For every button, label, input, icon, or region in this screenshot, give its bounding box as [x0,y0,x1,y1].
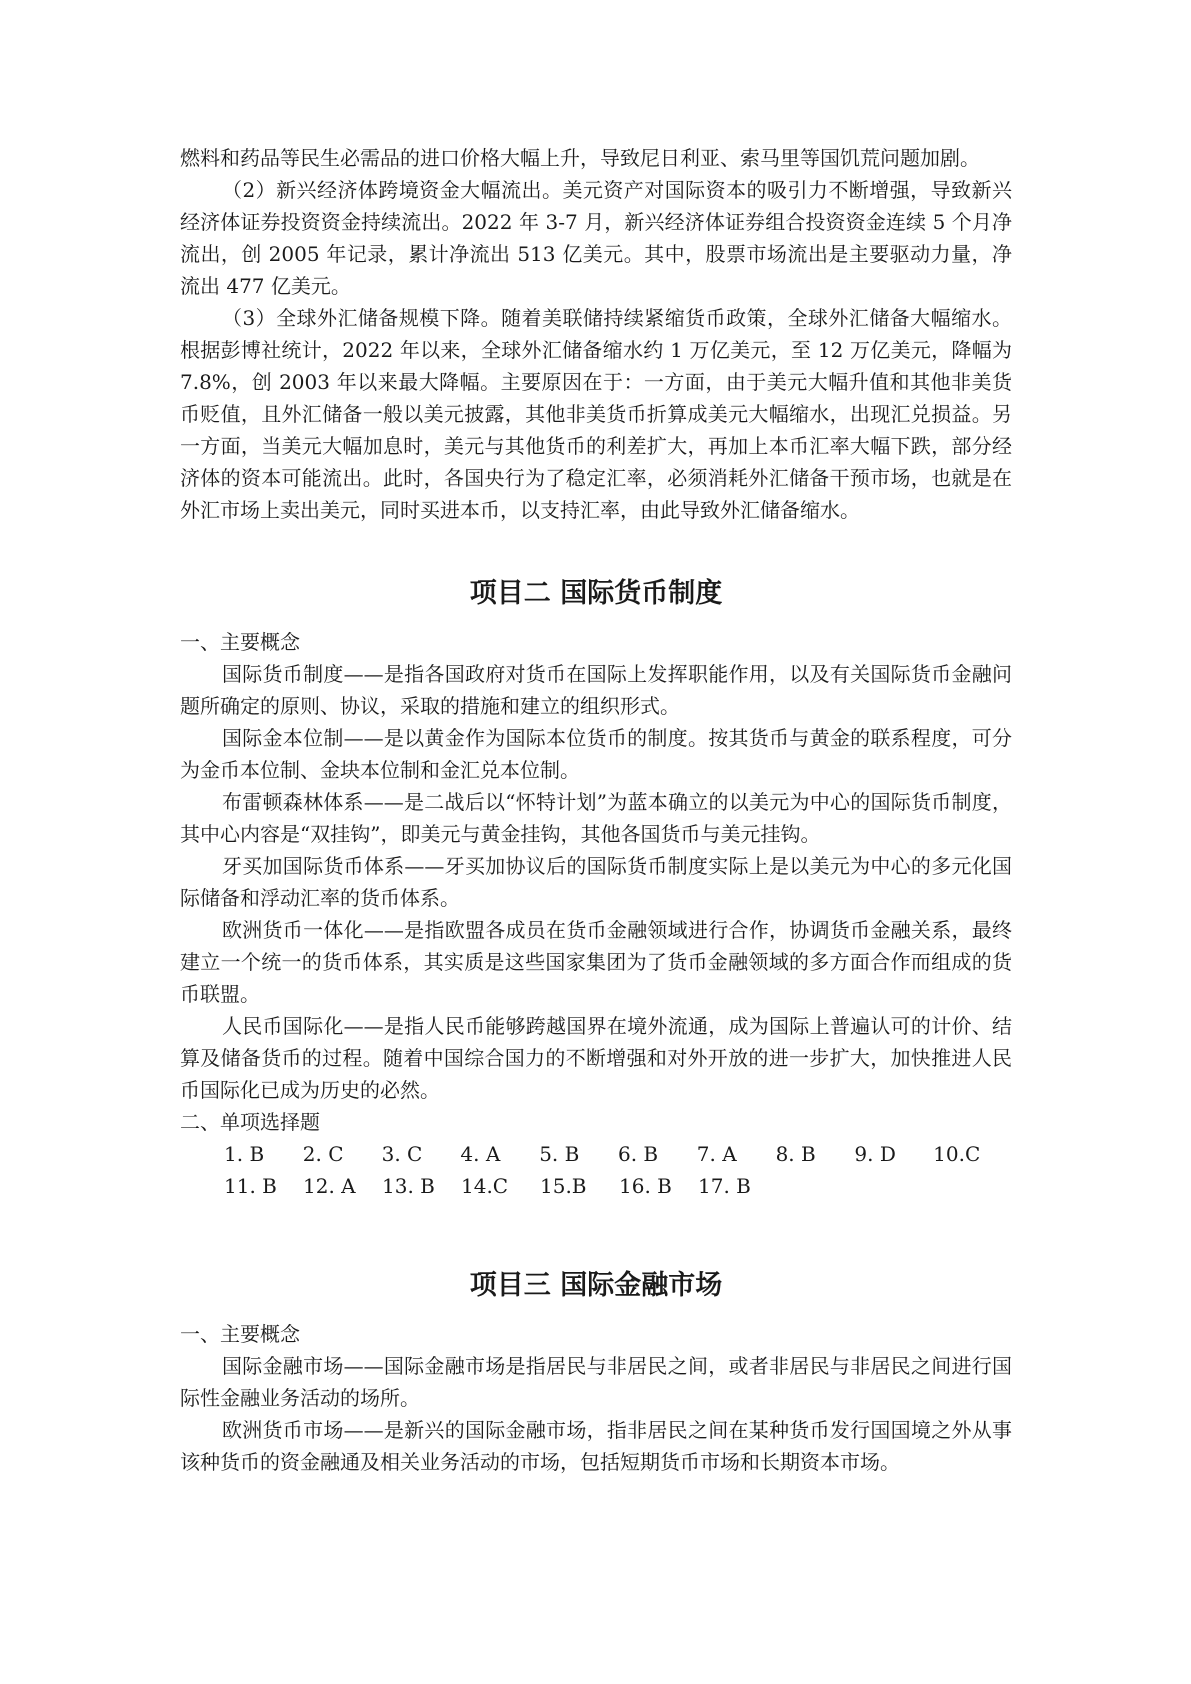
section3-title: 项目三 国际金融市场 [469,1270,723,1301]
section2-concepts-heading: 一、主要概念 [180,630,300,654]
answer-row-2 [224,1170,1012,1202]
answer-item: 11. B [224,1174,277,1198]
answer-item: 4. A [460,1142,501,1166]
section3-concept-1: 欧洲货币市场——是新兴的国际金融市场，指非居民之间在某种货币发行国国境之外从事该种货币的资金融通及相关业务活动的市场，包括短期货币市场和长期资本市场。 [180,1418,1012,1474]
section2-concept-5: 人民币国际化——是指人民币能够跨越国界在境外流通，成为国际上普遍认可的计价、结算及储备货币的过程。随着中国综合国力的不断增强和对外开放的进一步扩大，加快推进人民币国际化已成为历史的必然。 [180,1014,1012,1102]
document-page [180,142,1012,1478]
section2-concept-1: 国际金本位制——是以黄金作为国际本位货币的制度。按其货币与黄金的联系程度，可分为金币本位制、金块本位制和金汇兑本位制。 [180,726,1012,782]
answer-item: 10.C [933,1142,981,1166]
answer-item: 5. B [539,1142,580,1166]
answer-item: 2. C [302,1142,344,1166]
section2-concept-3: 牙买加国际货币体系——牙买加协议后的国际货币制度实际上是以美元为中心的多元化国际储备和浮动汇率的货币体系。 [180,854,1012,910]
answer-item: 16. B [619,1174,672,1198]
answer-item: 14.C [461,1174,509,1198]
answer-row-1 [224,1138,1012,1170]
section2-choice-heading: 二、单项选择题 [180,1110,320,1134]
answer-item: 13. B [382,1174,435,1198]
answer-item: 8. B [775,1142,816,1166]
answer-item: 17. B [698,1174,751,1198]
section3-concepts-heading: 一、主要概念 [180,1322,300,1346]
section3-concept-0: 国际金融市场——国际金融市场是指居民与非居民之间，或者非居民与非居民之间进行国际性金融业务活动的场所。 [180,1354,1012,1410]
section2-concept-2: 布雷顿森林体系——是二战后以“怀特计划”为蓝本确立的以美元为中心的国际货币制度，其中心内容是“双挂钩”，即美元与黄金挂钩，其他各国货币与美元挂钩。 [180,790,1012,846]
answer-item: 9. D [854,1142,896,1166]
answer-item: 1. B [224,1142,265,1166]
answer-item: 15.B [540,1174,587,1198]
answer-item: 7. A [696,1142,737,1166]
answer-key [180,1138,1012,1202]
section2-concept-0: 国际货币制度——是指各国政府对货币在国际上发挥职能作用，以及有关国际货币金融问题所确定的原则、协议，采取的措施和建立的组织形式。 [180,662,1012,718]
intro-paragraph-0: 燃料和药品等民生必需品的进口价格大幅上升，导致尼日利亚、索马里等国饥荒问题加剧。 [180,146,980,170]
section2-concept-4: 欧洲货币一体化——是指欧盟各成员在货币金融领域进行合作，协调货币金融关系，最终建立一个统一的货币体系，其实质是这些国家集团为了货币金融领域的多方面合作而组成的货币联盟。 [180,918,1012,1006]
intro-paragraph-1: （2）新兴经济体跨境资金大幅流出。美元资产对国际资本的吸引力不断增强，导致新兴经济体证券投资资金持续流出。2022 年 3-7 月，新兴经济体证券组合投资资金连续 5 个月净流出，创 2005 年记录，累计净流出 513 亿美元。其中，股票市场流出是主要驱动力量，净流出 477 亿美元。 [180,178,1012,298]
answer-item: 12. A [303,1174,356,1198]
section2-title: 项目二 国际货币制度 [469,578,723,609]
answer-item: 6. B [617,1142,659,1166]
intro-paragraph-2: （3）全球外汇储备规模下降。随着美联储持续紧缩货币政策，全球外汇储备大幅缩水。根据彭博社统计，2022 年以来，全球外汇储备缩水约 1 万亿美元，至 12 万亿美元，降幅为 7.8%，创 2003 年以来最大降幅。主要原因在于：一方面，由于美元大幅升值和其他非美货币贬值，且外汇储备一般以美元披露，其他非美货币折算成美元大幅缩水，出现汇兑损益。另一方面，当美元大幅加息时，美元与其他货币的利差扩大，再加上本币汇率大幅下跌，部分经济体的资本可能流出。此时，各国央行为了稳定汇率，必须消耗外汇储备干预市场，也就是在外汇市场上卖出美元，同时买进本币，以支持汇率，由此导致外汇储备缩水。 [180,306,1012,522]
answer-item: 3. C [381,1142,423,1166]
